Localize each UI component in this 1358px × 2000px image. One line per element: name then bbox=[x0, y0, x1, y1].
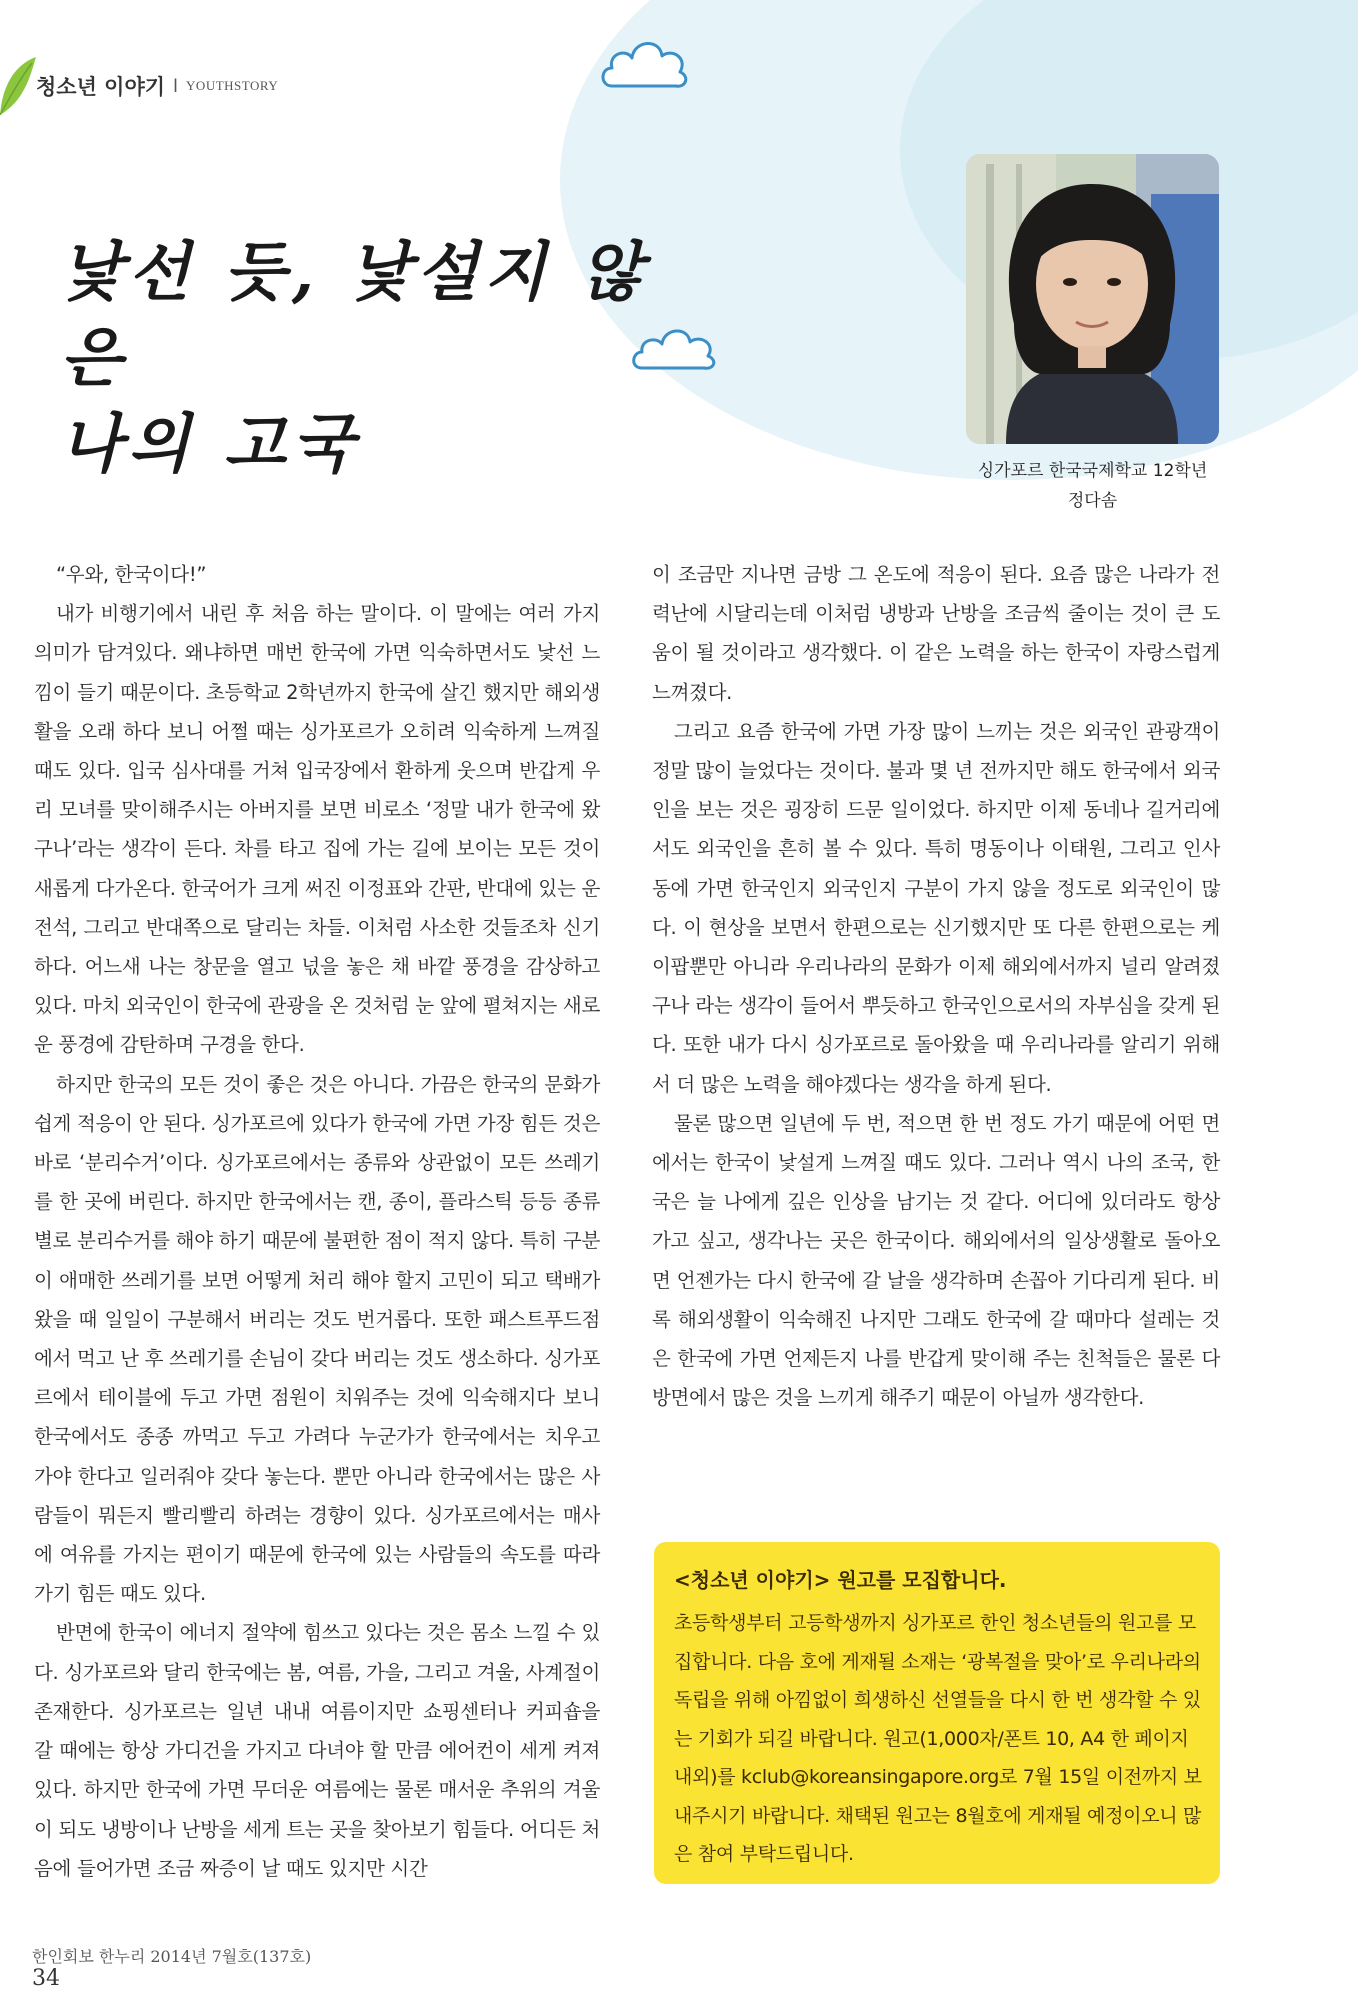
cloud-icon bbox=[598, 30, 690, 92]
publication-footer: 한인회보 한누리 2014년 7월호(137호) bbox=[32, 1947, 312, 1966]
section-title: 청소년 이야기 bbox=[36, 75, 166, 99]
paragraph: “우와, 한국이다!” bbox=[56, 563, 207, 586]
paragraph: 하지만 한국의 모든 것이 좋은 것은 아니다. 가끔은 한국의 문화가 쉽게 적응이 안 된다. 싱가포르에 있다가 한국에 가면 가장 힘든 것은 바로 ‘분리수거’이다. 싱가포르에서는 종류와 상관없이 모든 쓰레기를 한 곳에 버린다. 하지만 한국에서는 캔, 종이, 플라스틱 등등 종류별로 분리수거를 해야 하기 때문에 불편한 점이 적지 않다. 특히 구분이 애매한 쓰레기를 보면 어떻게 처리 해야 할지 고민이 되고 택배가 왔을 때 일일이 구분해서 버리는 것도 번거롭다. 또한 패스트푸드점에서 먹고 난 후 쓰레기를 손님이 갖다 버리는 것도 생소하다. 싱가포르에서 테이블에 두고 가면 점원이 치워주는 것에 익숙해지다 보니 한국에서도 종종 까먹고 두고 가려다 누군가가 한국에서는 치우고 가야 한다고 일러줘야 갖다 놓는다. 뿐만 아니라 한국에서는 많은 사람들이 뭐든지 빨리빨리 하려는 경향이 있다. 싱가포르에서는 매사에 여유를 가지는 편이기 때문에 한국에 있는 사람들의 속도를 따라가기 힘든 때도 있다. bbox=[34, 1072, 600, 1606]
article-title-line1: 낯선 듯, 낯설지 않은 bbox=[60, 235, 648, 396]
notice-title: <청소년 이야기> 원고를 모집합니다. bbox=[674, 1568, 1007, 1592]
notice-body: 초등학생부터 고등학생까지 싱가포르 한인 청소년들의 원고를 모집합니다. 다음 호에 게재될 소재는 ‘광복절을 맞아’로 우리나라의 독립을 위해 아낌없이 희생하신 선열들을 다시 한 번 생각할 수 있는 기회가 되길 바랍니다. 원고(1,000자/폰트 10, A4 한 페이지 내외)를 kclub@koreansingapore.org로 7월 15일 이전까지 보내주시기 바랍니다. 채택된 원고는 8월호에 게재될 예정이오니 많은 참여 부탁드립니다. bbox=[674, 1612, 1202, 1865]
paragraph: 반면에 한국이 에너지 절약에 힘쓰고 있다는 것은 몸소 느낄 수 있다. 싱가포르와 달리 한국에는 봄, 여름, 가을, 그리고 겨울, 사계절이 존재한다. 싱가포르는 일년 내내 여름이지만 쇼핑센터나 커피숍을 갈 때에는 항상 가디건을 가지고 다녀야 할 만큼 에어컨이 세게 켜져있다. 하지만 한국에 가면 무더운 여름에는 물론 매서운 추위의 겨울이 되도 냉방이나 난방을 세게 트는 곳을 찾아보기 힘들다. 어디든 처음에 들어가면 조금 짜증이 날 때도 있지만 시간 bbox=[34, 1621, 600, 1880]
section-header bbox=[0, 58, 278, 114]
section-subtitle: YOUTHSTORY bbox=[186, 78, 279, 93]
paragraph: 이 조금만 지나면 금방 그 온도에 적응이 된다. 요즘 많은 나라가 전력난에 시달리는데 이처럼 냉방과 난방을 조금씩 줄이는 것이 큰 도움이 될 것이라고 생각했다. 이 같은 노력을 하는 한국이 자랑스럽게 느껴졌다. bbox=[652, 563, 1220, 704]
author-school: 싱가포르 한국국제학교 12학년 bbox=[977, 461, 1208, 481]
article-column-right bbox=[652, 555, 1220, 1417]
submission-notice-box bbox=[654, 1542, 1220, 1884]
paragraph: 물론 많으면 일년에 두 번, 적으면 한 번 정도 가기 때문에 어떤 면에서는 한국이 낯설게 느껴질 때도 있다. 그러나 역시 나의 조국, 한국은 늘 나에게 깊은 인상을 남기는 것 같다. 어디에 있더라도 항상 가고 싶고, 생각나는 곳은 한국이다. 해외에서의 일상생활로 돌아오면 언젠가는 다시 한국에 갈 날을 생각하며 손꼽아 기다리게 된다. 비록 해외생활이 익숙해진 나지만 그래도 한국에 갈 때마다 설레는 것은 한국에 가면 언제든지 나를 반갑게 맞이해 주는 친척들은 물론 다방면에서 많은 것을 느끼게 해주기 때문이 아닐까 생각한다. bbox=[652, 1111, 1220, 1410]
author-photo bbox=[966, 154, 1219, 444]
section-separator: l bbox=[173, 75, 179, 97]
author-caption bbox=[940, 456, 1245, 516]
page-number: 34 bbox=[32, 1966, 60, 1991]
paragraph: 그리고 요즘 한국에 가면 가장 많이 느끼는 것은 외국인 관광객이 정말 많이 늘었다는 것이다. 불과 몇 년 전까지만 해도 한국에서 외국인을 보는 것은 굉장히 드문 일이었다. 하지만 이제 동네나 길거리에서도 외국인을 흔히 볼 수 있다. 특히 명동이나 이태원, 그리고 인사동에 가면 한국인지 외국인지 구분이 가지 않을 정도로 외국인이 많다. 이 현상을 보면서 한편으로는 신기했지만 또 다른 한편으로는 케이팝뿐만 아니라 우리나라의 문화가 이제 해외에서까지 널리 알려졌구나 라는 생각이 들어서 뿌듯하고 한국인으로서의 자부심을 갖게 된다. 또한 내가 다시 싱가포르로 돌아왔을 때 우리나라를 알리기 위해서 더 많은 노력을 해야겠다는 생각을 하게 된다. bbox=[652, 719, 1220, 1096]
article-title-line2: 나의 고국 bbox=[60, 407, 360, 482]
article-column-left bbox=[34, 555, 600, 1888]
paragraph: 내가 비행기에서 내린 후 처음 하는 말이다. 이 말에는 여러 가지 의미가 담겨있다. 왜냐하면 매번 한국에 가면 익숙하면서도 낯선 느낌이 들기 때문이다. 초등학교 2학년까지 한국에 살긴 했지만 해외생활을 오래 하다 보니 어쩔 때는 싱가포르가 오히려 익숙하게 느껴질 때도 있다. 입국 심사대를 거쳐 입국장에서 환하게 웃으며 반갑게 우리 모녀를 맞이해주시는 아버지를 보면 비로소 ‘정말 내가 한국에 왔구나’라는 생각이 든다. 차를 타고 집에 가는 길에 보이는 모든 것이 새롭게 다가온다. 한국어가 크게 써진 이정표와 간판, 반대에 있는 운전석, 그리고 반대쪽으로 달리는 차들. 이처럼 사소한 것들조차 신기하다. 어느새 나는 창문을 열고 넋을 놓은 채 바깥 풍경을 감상하고 있다. 마치 외국인이 한국에 관광을 온 것처럼 눈 앞에 펼쳐지는 새로운 풍경에 감탄하며 구경을 한다. bbox=[34, 602, 600, 1057]
author-name: 정다솜 bbox=[1067, 491, 1118, 511]
leaf-icon bbox=[0, 57, 38, 115]
article-title bbox=[60, 230, 700, 488]
